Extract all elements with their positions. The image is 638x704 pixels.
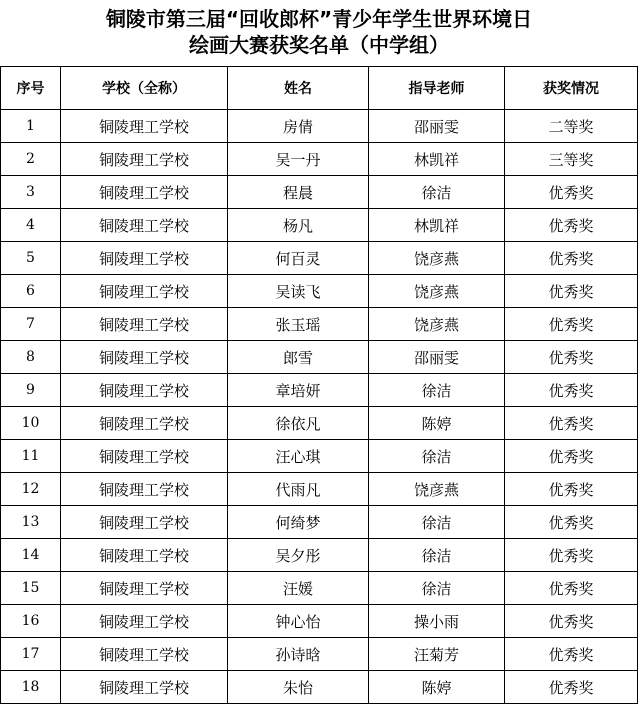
cell-teacher: 饶彦燕 bbox=[369, 473, 505, 506]
document-title bbox=[0, 0, 638, 66]
cell-name: 房倩 bbox=[228, 110, 369, 143]
cell-seq: 3 bbox=[1, 176, 61, 209]
cell-award: 优秀奖 bbox=[505, 341, 638, 374]
cell-teacher: 邵丽雯 bbox=[369, 341, 505, 374]
table-row bbox=[1, 308, 638, 341]
cell-name: 朱怡 bbox=[228, 671, 369, 704]
table-row bbox=[1, 374, 638, 407]
cell-seq: 10 bbox=[1, 407, 61, 440]
cell-award: 优秀奖 bbox=[505, 407, 638, 440]
cell-seq: 16 bbox=[1, 605, 61, 638]
cell-teacher: 徐洁 bbox=[369, 176, 505, 209]
cell-name: 杨凡 bbox=[228, 209, 369, 242]
cell-award: 优秀奖 bbox=[505, 572, 638, 605]
cell-seq: 18 bbox=[1, 671, 61, 704]
cell-seq: 8 bbox=[1, 341, 61, 374]
cell-award: 优秀奖 bbox=[505, 242, 638, 275]
cell-award: 二等奖 bbox=[505, 110, 638, 143]
cell-award: 优秀奖 bbox=[505, 671, 638, 704]
cell-school: 铜陵理工学校 bbox=[61, 407, 228, 440]
table-row bbox=[1, 440, 638, 473]
cell-name: 钟心怡 bbox=[228, 605, 369, 638]
table-row bbox=[1, 539, 638, 572]
cell-school: 铜陵理工学校 bbox=[61, 539, 228, 572]
header-name: 姓名 bbox=[228, 67, 369, 110]
cell-school: 铜陵理工学校 bbox=[61, 176, 228, 209]
cell-award: 优秀奖 bbox=[505, 209, 638, 242]
cell-school: 铜陵理工学校 bbox=[61, 638, 228, 671]
cell-name: 徐依凡 bbox=[228, 407, 369, 440]
cell-teacher: 饶彦燕 bbox=[369, 308, 505, 341]
cell-award: 优秀奖 bbox=[505, 176, 638, 209]
award-table bbox=[0, 66, 638, 704]
cell-award: 优秀奖 bbox=[505, 440, 638, 473]
table-body bbox=[1, 110, 638, 704]
cell-award: 优秀奖 bbox=[505, 374, 638, 407]
table-row bbox=[1, 341, 638, 374]
header-award: 获奖情况 bbox=[505, 67, 638, 110]
table-row bbox=[1, 572, 638, 605]
title-line-1: 铜陵市第三届“回收郎杯”青少年学生世界环境日 bbox=[105, 7, 533, 31]
cell-seq: 6 bbox=[1, 275, 61, 308]
cell-seq: 1 bbox=[1, 110, 61, 143]
cell-school: 铜陵理工学校 bbox=[61, 275, 228, 308]
cell-school: 铜陵理工学校 bbox=[61, 209, 228, 242]
cell-school: 铜陵理工学校 bbox=[61, 374, 228, 407]
cell-award: 优秀奖 bbox=[505, 308, 638, 341]
table-row bbox=[1, 605, 638, 638]
cell-teacher: 饶彦燕 bbox=[369, 275, 505, 308]
table-row bbox=[1, 407, 638, 440]
table-row bbox=[1, 506, 638, 539]
cell-school: 铜陵理工学校 bbox=[61, 341, 228, 374]
cell-teacher: 徐洁 bbox=[369, 374, 505, 407]
header-seq: 序号 bbox=[1, 67, 61, 110]
cell-name: 吴一丹 bbox=[228, 143, 369, 176]
cell-school: 铜陵理工学校 bbox=[61, 110, 228, 143]
cell-teacher: 操小雨 bbox=[369, 605, 505, 638]
cell-teacher: 陈婷 bbox=[369, 407, 505, 440]
cell-seq: 7 bbox=[1, 308, 61, 341]
table-header-row bbox=[1, 67, 638, 110]
cell-name: 汪心琪 bbox=[228, 440, 369, 473]
cell-name: 程晨 bbox=[228, 176, 369, 209]
table-row bbox=[1, 143, 638, 176]
cell-award: 优秀奖 bbox=[505, 506, 638, 539]
cell-name: 何绮梦 bbox=[228, 506, 369, 539]
cell-teacher: 徐洁 bbox=[369, 572, 505, 605]
cell-school: 铜陵理工学校 bbox=[61, 440, 228, 473]
table-row bbox=[1, 209, 638, 242]
cell-seq: 12 bbox=[1, 473, 61, 506]
cell-seq: 14 bbox=[1, 539, 61, 572]
table-row bbox=[1, 110, 638, 143]
table-row bbox=[1, 242, 638, 275]
table-row bbox=[1, 638, 638, 671]
cell-award: 优秀奖 bbox=[505, 605, 638, 638]
cell-seq: 2 bbox=[1, 143, 61, 176]
cell-teacher: 陈婷 bbox=[369, 671, 505, 704]
cell-school: 铜陵理工学校 bbox=[61, 242, 228, 275]
table-row bbox=[1, 275, 638, 308]
cell-teacher: 林凯祥 bbox=[369, 209, 505, 242]
cell-award: 优秀奖 bbox=[505, 275, 638, 308]
cell-seq: 13 bbox=[1, 506, 61, 539]
header-teacher: 指导老师 bbox=[369, 67, 505, 110]
cell-name: 代雨凡 bbox=[228, 473, 369, 506]
cell-teacher: 徐洁 bbox=[369, 539, 505, 572]
cell-school: 铜陵理工学校 bbox=[61, 143, 228, 176]
title-line-2: 绘画大赛获奖名单（中学组） bbox=[189, 33, 449, 57]
cell-school: 铜陵理工学校 bbox=[61, 572, 228, 605]
cell-name: 张玉瑶 bbox=[228, 308, 369, 341]
cell-teacher: 徐洁 bbox=[369, 440, 505, 473]
cell-seq: 17 bbox=[1, 638, 61, 671]
cell-teacher: 林凯祥 bbox=[369, 143, 505, 176]
cell-teacher: 徐洁 bbox=[369, 506, 505, 539]
cell-teacher: 汪菊芳 bbox=[369, 638, 505, 671]
cell-teacher: 邵丽雯 bbox=[369, 110, 505, 143]
cell-school: 铜陵理工学校 bbox=[61, 605, 228, 638]
cell-school: 铜陵理工学校 bbox=[61, 473, 228, 506]
cell-award: 优秀奖 bbox=[505, 539, 638, 572]
cell-award: 优秀奖 bbox=[505, 638, 638, 671]
table-row bbox=[1, 473, 638, 506]
cell-school: 铜陵理工学校 bbox=[61, 308, 228, 341]
cell-seq: 9 bbox=[1, 374, 61, 407]
cell-name: 汪媛 bbox=[228, 572, 369, 605]
cell-seq: 15 bbox=[1, 572, 61, 605]
cell-name: 孙诗晗 bbox=[228, 638, 369, 671]
cell-award: 三等奖 bbox=[505, 143, 638, 176]
cell-seq: 11 bbox=[1, 440, 61, 473]
table-row bbox=[1, 176, 638, 209]
cell-teacher: 饶彦燕 bbox=[369, 242, 505, 275]
cell-seq: 5 bbox=[1, 242, 61, 275]
cell-school: 铜陵理工学校 bbox=[61, 506, 228, 539]
cell-seq: 4 bbox=[1, 209, 61, 242]
cell-award: 优秀奖 bbox=[505, 473, 638, 506]
cell-name: 何百灵 bbox=[228, 242, 369, 275]
cell-name: 郎雪 bbox=[228, 341, 369, 374]
header-school: 学校（全称） bbox=[61, 67, 228, 110]
table-row bbox=[1, 671, 638, 704]
cell-name: 章培妍 bbox=[228, 374, 369, 407]
cell-name: 吴读飞 bbox=[228, 275, 369, 308]
cell-school: 铜陵理工学校 bbox=[61, 671, 228, 704]
cell-name: 吴夕彤 bbox=[228, 539, 369, 572]
